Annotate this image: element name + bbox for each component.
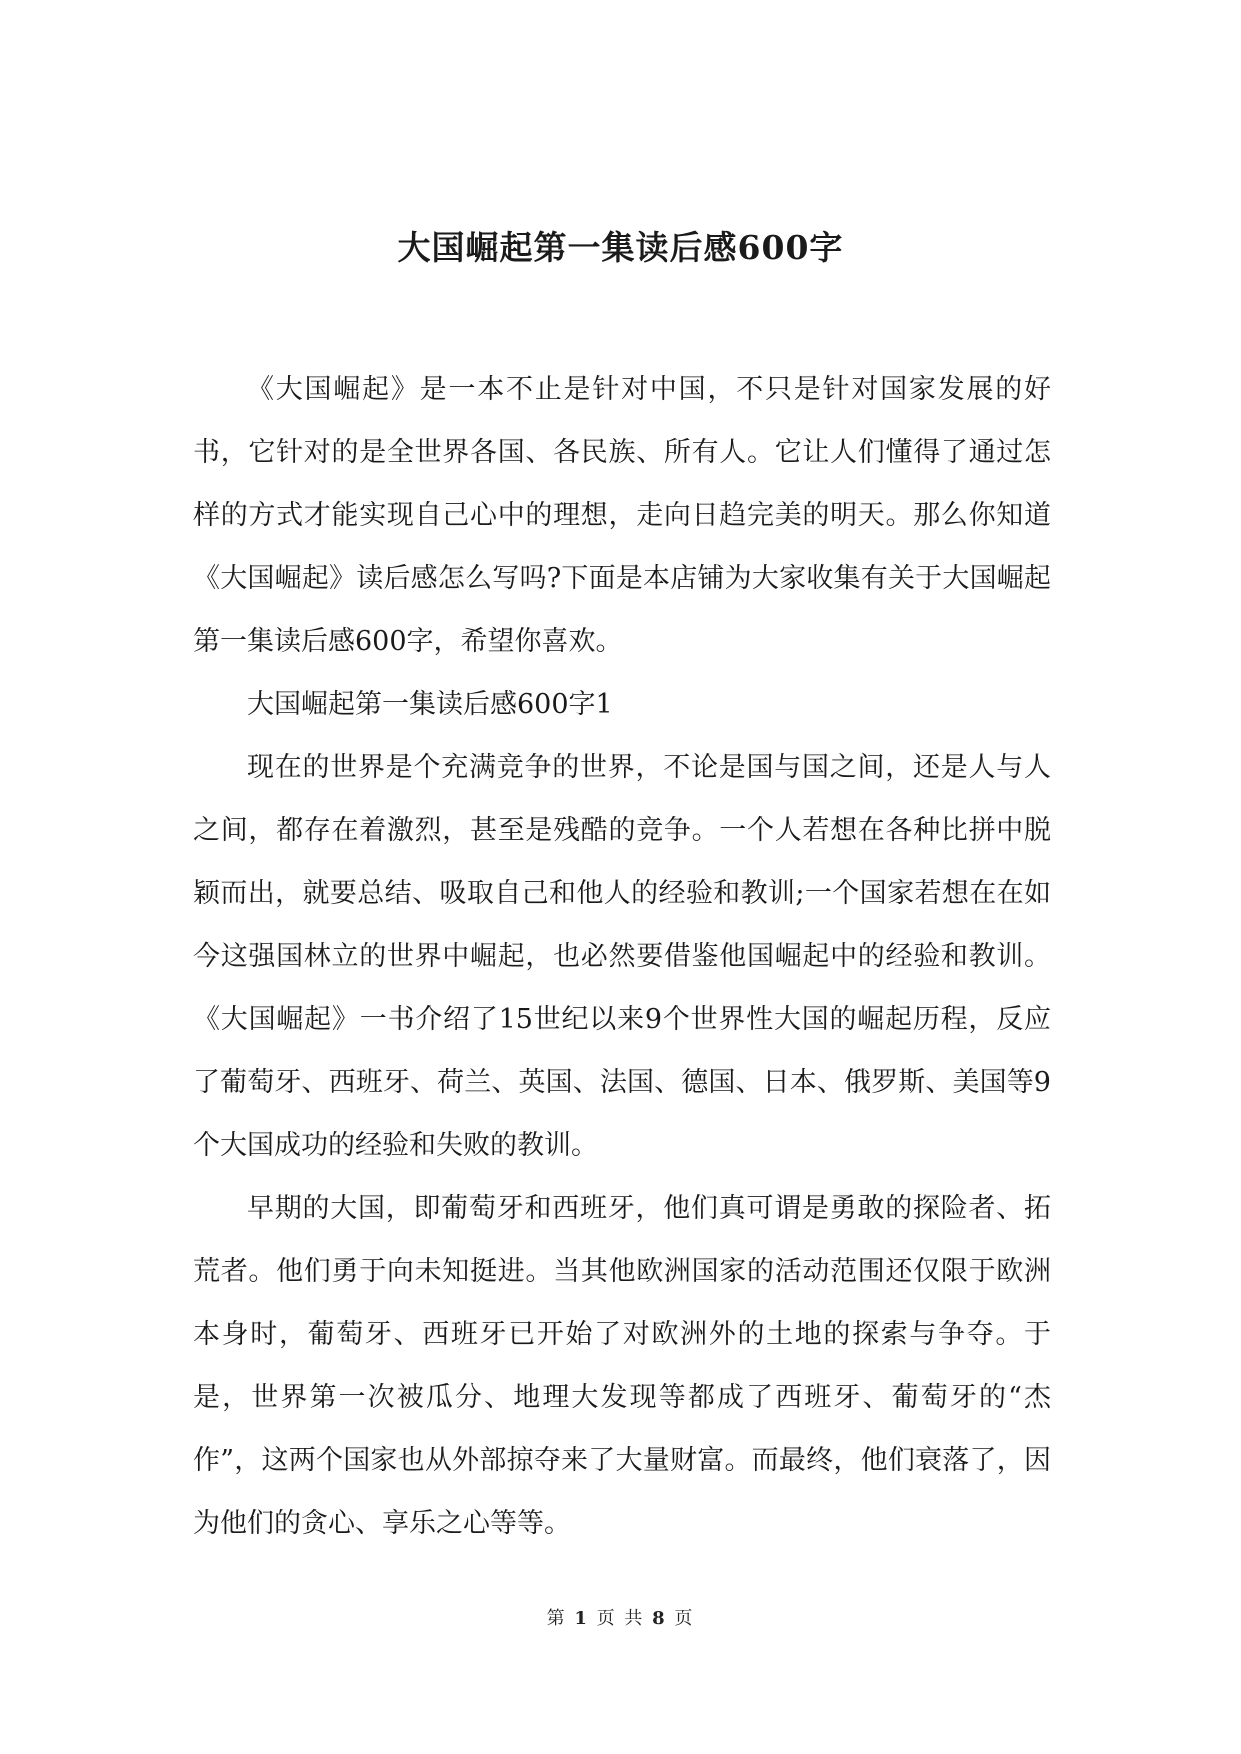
page-footer (0, 1604, 1241, 1630)
footer-current-page: 1 (574, 1608, 589, 1629)
section-heading: 大国崛起第一集读后感600字1 (247, 689, 613, 720)
footer-suffix: 页 (674, 1608, 695, 1629)
footer-total-pages: 8 (652, 1608, 667, 1629)
body-paragraph-1: 现在的世界是个充满竞争的世界，不论是国与国之间，还是人与人之间，都存在着激烈，甚至是残酷的竞争。一个人若想在各种比拼中脱颖而出，就要总结、吸取自己和他人的经验和教训;一个国家若想在在如今这强国林立的世界中崛起，也必然要借鉴他国崛起中的经验和教训。《大国崛起》一书介绍了15世纪以来9个世界性大国的崛起历程，反应了葡萄牙、西班牙、荷兰、英国、法国、德国、日本、俄罗斯、美国等9个大国成功的经验和失败的教训。 (193, 752, 1051, 1161)
document-body (193, 358, 1051, 1555)
document-title: 大国崛起第一集读后感600字 (397, 228, 844, 267)
intro-paragraph: 《大国崛起》是一本不止是针对中国，不只是针对国家发展的好书，它针对的是全世界各国、各民族、所有人。它让人们懂得了通过怎样的方式才能实现自己心中的理想，走向日趋完美的明天。那么你知道《大国崛起》读后感怎么写吗?下面是本店铺为大家收集有关于大国崛起第一集读后感600字，希望你喜欢。 (193, 374, 1051, 657)
footer-prefix: 第 (546, 1608, 567, 1629)
body-paragraph-2: 早期的大国，即葡萄牙和西班牙，他们真可谓是勇敢的探险者、拓荒者。他们勇于向未知挺进。当其他欧洲国家的活动范围还仅限于欧洲本身时，葡萄牙、西班牙已开始了对欧洲外的土地的探索与争夺。于是，世界第一次被瓜分、地理大发现等都成了西班牙、葡萄牙的“杰作”，这两个国家也从外部掠夺来了大量财富。而最终，他们衰落了，因为他们的贪心、享乐之心等等。 (193, 1193, 1051, 1539)
footer-middle: 页 共 (596, 1608, 645, 1629)
